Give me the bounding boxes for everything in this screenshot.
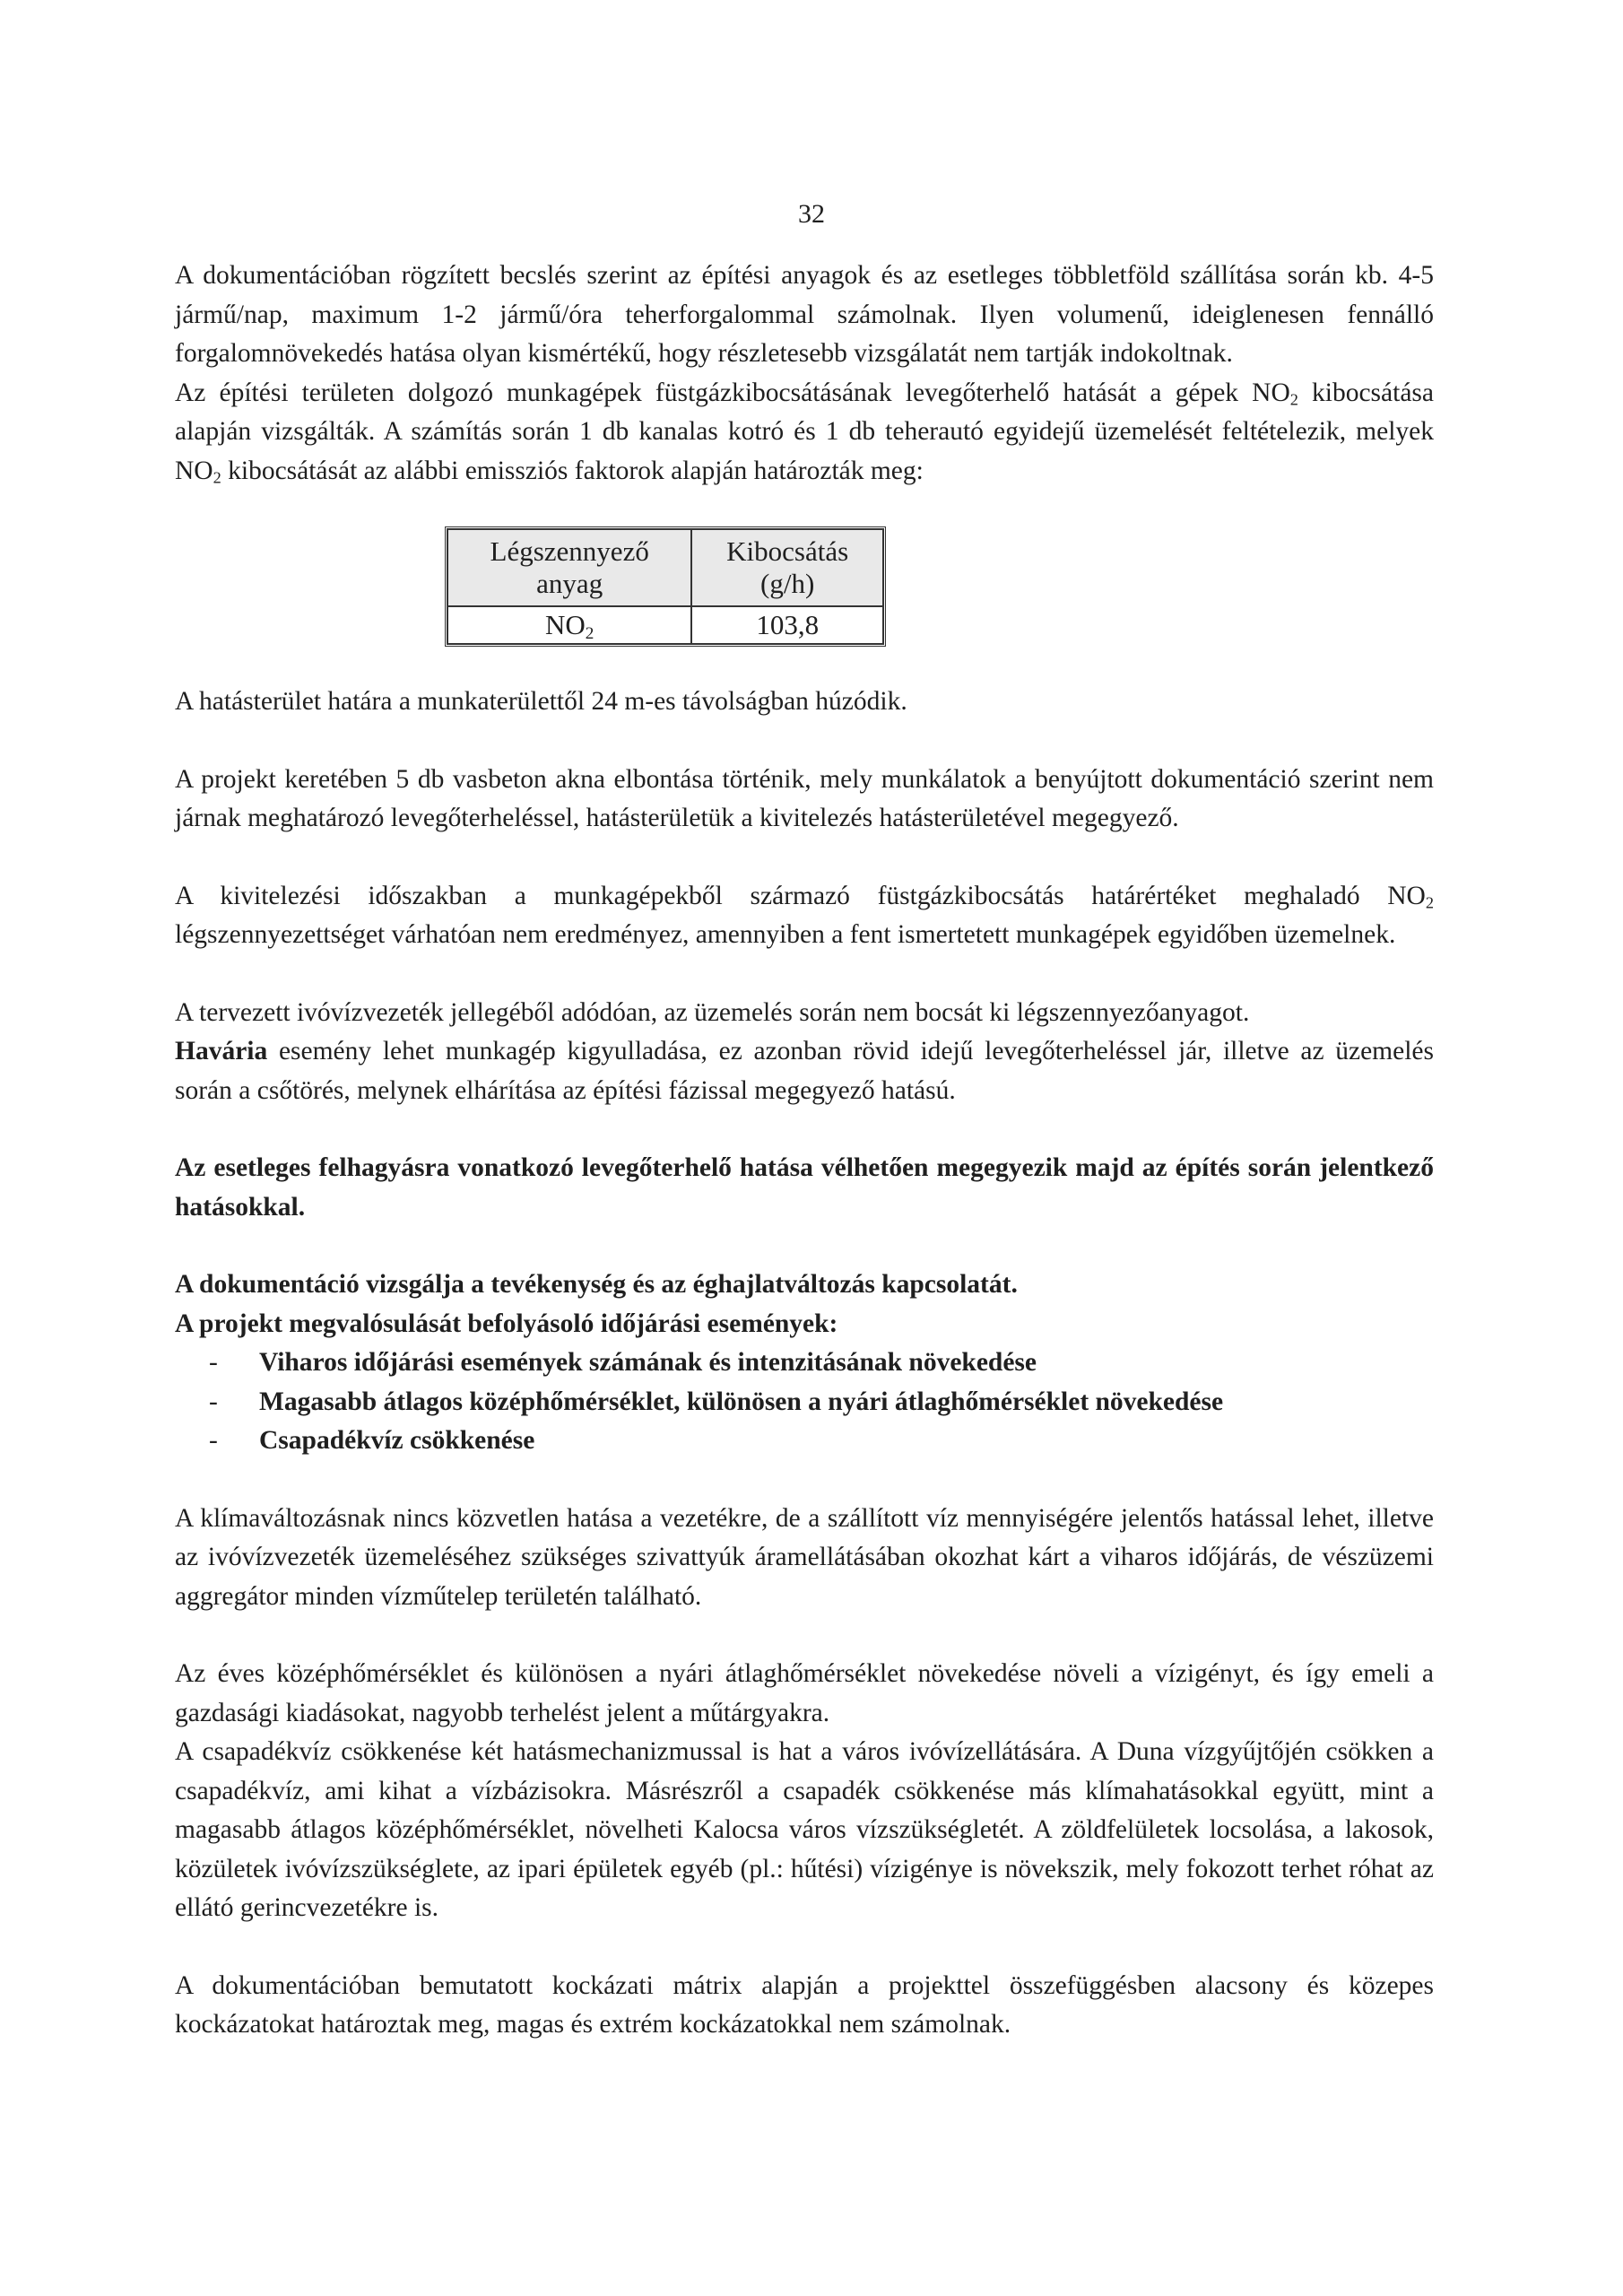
paragraph-risk-matrix: A dokumentációban bemutatott kockázati mátrix alapján a projekttel összefüggésben alacsony és közepes kockázatokat határoztak meg, magas és extrém kockázatokkal nem számolnak. (175, 1970, 1434, 2039)
paragraph-temperature: Az éves középhőmérséklet és különösen a nyári átlaghőmérséklet növekedése növeli a vízigényt, és így emeli a gazdasági kiadásokat, nagyobb terhelést jelent a műtárgyakra. (175, 1659, 1434, 1727)
list-item: - Magasabb átlagos középhőmérséklet, különösen a nyári átlaghőmérséklet növekedése (209, 1383, 1434, 1422)
list-item: - Viharos időjárási események számának és intenzitásának növekedése (209, 1344, 1434, 1383)
paragraph-abandonment: Az esetleges felhagyásra vonatkozó levegőterhelő hatása vélhetően megegyezik majd az építés során jelentkező hatásokkal. (175, 1153, 1434, 1222)
paragraph-impact-area: A hatásterület határa a munkaterülettől 24 m-es távolságban húzódik. (175, 687, 907, 716)
weather-events-list (175, 1344, 1434, 1461)
paragraph-weather-heading: A projekt megvalósulását befolyásoló időjárási események: (175, 1309, 838, 1338)
paragraph-operation: A tervezett ivóvízvezeték jellegéből adódóan, az üzemelés során nem bocsát ki légszennyezőanyagot. (175, 997, 1250, 1027)
cell-emission: 103,8 (691, 606, 883, 644)
paragraph-havaria: Havária esemény lehet munkagép kigyulladása, ez azonban rövid idejű levegőterheléssel jár, illetve az üzemelés során a csőtörés, melynek elhárítása az építési fázissal megegyező hatású. (175, 1037, 1434, 1105)
table-row (447, 606, 883, 644)
paragraph-construction-no2: A kivitelezési időszakban a munkagépekből származó füstgázkibocsátás határértéket meghaladó $NO_2$ légszennyezettséget várhatóan nem eredményez, amennyiben a fent ismertetett munkagépek egyidőben üzemelnek. (175, 881, 1434, 949)
paragraph-precipitation: A csapadékvíz csökkenése két hatásmechanizmussal is hat a város ivóvízellátására. A Duna vízgyűjtőjén csökken a csapadékvíz, ami kihat a vízbázisokra. Másrészről a csapadék csökkenése más klímahatásokkal együtt, mint a magasabb átlagos középhőmérséklet, növelheti Kalocsa város vízszükségletét. A zöldfelületek locsolása, a lakosok, közületek ivóvízszükséglete, az ipari épületek egyéb (pl.: hűtési) vízigénye is növekszik, mely fokozott terhet róhat az ellátó gerincvezetékre is. (175, 1737, 1434, 1922)
page-number: 32 (798, 199, 825, 229)
cell-pollutant: $NO_2$ (447, 606, 691, 644)
paragraph-climate-intro: A dokumentáció vizsgálja a tevékenység és az éghajlatváltozás kapcsolatát. (175, 1270, 1018, 1299)
paragraph-demolition: A projekt keretében 5 db vasbeton akna elbontása történik, mely munkálatok a benyújtott dokumentáció szerint nem járnak meghatározó levegőterheléssel, hatásterületük a kivitelezés hatásterületével megegyező. (175, 764, 1434, 832)
paragraph-traffic: A dokumentációban rögzített becslés szerint az építési anyagok és az esetleges többletföld szállítása során kb. 4-5 jármű/nap, maximum 1-2 jármű/óra teherforgalommal számolnak. Ilyen volumenű, ideiglenesen fennálló forgalomnövekedés hatása olyan kismértékű, hogy részletesebb vizsgálatát nem tartják indokoltnak. (175, 261, 1434, 368)
paragraph-climate-effect: A klímaváltozásnak nincs közvetlen hatása a vezetékre, de a szállított víz mennyiségére jelentős hatással lehet, illetve az ivóvízvezeték üzemeléséhez szükséges szivattyúk áramellátásában okozhat kárt a viharos időjárás, de vészüzemi aggregátor minden vízműtelep területén található. (175, 1503, 1434, 1611)
header-emission: Kibocsátás (g/h) (691, 529, 883, 606)
document-body (175, 257, 1434, 2045)
header-pollutant: Légszennyező anyag (447, 529, 691, 606)
list-item: - Csapadékvíz csökkenése (209, 1422, 1434, 1461)
emission-table (445, 526, 886, 647)
emission-table-header-row (447, 529, 883, 606)
paragraph-machinery-emission: Az építési területen dolgozó munkagépek füstgázkibocsátásának levegőterhelő hatását a gépek $NO_2$ kibocsátása alapján vizsgálták. A számítás során 1 db kanalas kotró és 1 db teherautó egyidejű üzemelését feltételezik, melyek $NO_2$ kibocsátását az alábbi emissziós faktorok alapján határozták meg: (175, 378, 1434, 487)
